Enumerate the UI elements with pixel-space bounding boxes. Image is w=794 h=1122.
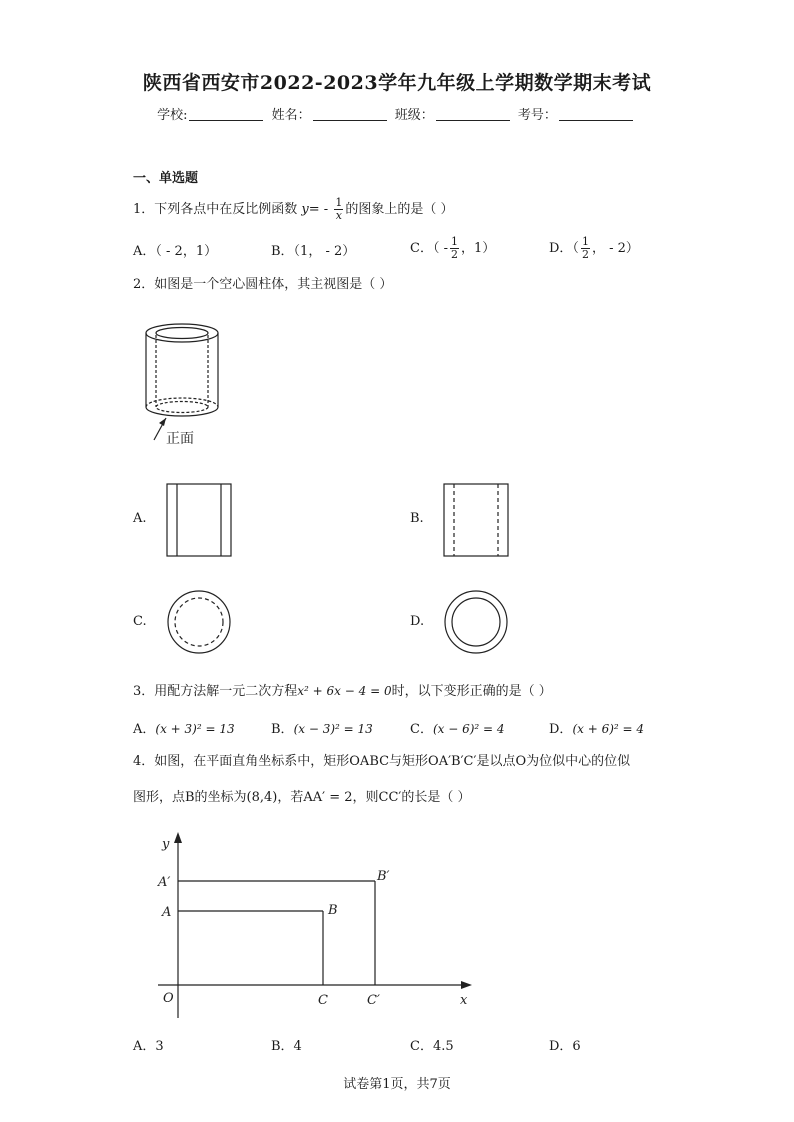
point-c-prime-label: C′: [367, 993, 380, 1008]
q1-option-b[interactable]: B．（1， - 2）: [271, 244, 356, 259]
q2-option-b-label[interactable]: B.: [410, 511, 424, 526]
q3-b-expr: (x − 3)² = 13: [293, 722, 373, 736]
q1-frac-num: 1: [335, 196, 343, 209]
q3-d-label: D．: [549, 722, 573, 737]
name-label: 姓名：: [271, 108, 311, 123]
q1-frac-den: x: [335, 209, 342, 222]
cylinder-outer-top: [146, 324, 218, 342]
page-footer: 试卷第1页，共7页: [343, 1077, 451, 1092]
exam-number-blank: [559, 108, 633, 121]
school-label: 学校:: [157, 108, 188, 123]
q3-option-a[interactable]: [133, 718, 235, 737]
question-3-text: [133, 681, 552, 702]
question-1-text: [133, 197, 453, 222]
front-arrow-icon: [159, 418, 166, 426]
origin-label: O: [163, 991, 174, 1006]
q3-prefix: 3．用配方法解一元二次方程: [133, 684, 298, 699]
q3-c-expr: (x − 6)² = 4: [432, 722, 505, 736]
q1-prefix: 1．下列各点中在反比例函数: [133, 202, 298, 217]
question-4-line-2: 图形，点B的坐标为(8,4)，若AA′ = 2，则CC′的长是（ ）: [133, 790, 471, 805]
q2-option-c-figure[interactable]: [166, 589, 232, 655]
q1-option-a[interactable]: A．（ - 2，1）: [133, 244, 218, 259]
q1-option-d[interactable]: [549, 236, 639, 261]
point-a-prime-label: A′: [158, 875, 171, 890]
exam-number-label: 考号：: [517, 108, 557, 123]
q3-d-expr: (x + 6)² = 4: [572, 722, 645, 736]
q4-option-a[interactable]: A．3: [133, 1039, 164, 1054]
cylinder-inner-bottom-hidden: [156, 402, 208, 413]
q3-option-b[interactable]: [271, 718, 373, 737]
q1-suffix: 的图象上的是（ ）: [345, 202, 454, 217]
point-c-label: C: [318, 993, 328, 1008]
q1-d-num: 1: [581, 235, 589, 248]
q1-c-tail: ，1）: [460, 241, 496, 256]
q1-func-var: y: [301, 202, 309, 217]
q4-option-c[interactable]: C．4.5: [410, 1039, 454, 1054]
q1-c-fraction: [450, 236, 459, 261]
x-axis-arrow-icon: [461, 981, 472, 989]
q3-a-expr: (x + 3)² = 13: [155, 722, 235, 736]
front-label: 正面: [166, 431, 194, 447]
q2-option-a-figure[interactable]: [166, 483, 232, 557]
q3-c-label: C．: [410, 722, 433, 737]
student-info-line: [0, 104, 794, 123]
q3-option-d[interactable]: [549, 718, 644, 737]
q3-equation: x² + 6x − 4 = 0: [297, 684, 392, 698]
cylinder-inner-top: [156, 328, 208, 339]
y-axis-arrow-icon: [174, 832, 182, 843]
q1-c-num: 1: [450, 235, 458, 248]
q3-a-label: A．: [133, 722, 156, 737]
question-2-text: 2．如图是一个空心圆柱体，其主视图是（ ）: [133, 277, 393, 292]
q1-c-den: 2: [450, 248, 458, 261]
q1-fraction: [334, 197, 343, 222]
class-blank: [436, 108, 510, 121]
exam-title: 陕西省西安市2022-2023学年九年级上学期数学期末考试: [142, 72, 652, 94]
q2-option-b-figure[interactable]: [443, 483, 509, 557]
school-blank: [189, 108, 263, 121]
q1-func-eq: = -: [308, 202, 329, 217]
question-4-line-1: 4．如图，在平面直角坐标系中，矩形OABC与矩形OA′B′C′是以点O为位似中心的位似: [133, 754, 631, 769]
q4-option-b[interactable]: B．4: [271, 1039, 302, 1054]
q1-c-label: C．（ -: [410, 241, 448, 256]
class-label: 班级：: [394, 108, 434, 123]
q2-option-c-label[interactable]: C.: [133, 614, 147, 629]
coordinate-figure: [150, 828, 480, 1023]
point-b-label: B: [328, 903, 338, 918]
q1-d-tail: ， - 2）: [591, 241, 639, 256]
q1-option-c[interactable]: [410, 236, 495, 261]
name-blank: [313, 108, 387, 121]
q1-d-fraction: [581, 236, 590, 261]
y-axis-label: y: [162, 837, 170, 852]
q1-d-den: 2: [581, 248, 589, 261]
hollow-cylinder-figure: [140, 315, 240, 450]
q3-option-c[interactable]: [410, 718, 505, 737]
q2-option-d-label[interactable]: D.: [410, 614, 425, 629]
q2-option-d-figure[interactable]: [443, 589, 509, 655]
x-axis-label: x: [460, 993, 468, 1008]
q4-option-d[interactable]: D．6: [549, 1039, 581, 1054]
point-a-label: A: [162, 905, 172, 920]
q2-option-a-label[interactable]: A.: [133, 511, 147, 526]
q3-suffix: 时，以下变形正确的是（ ）: [391, 684, 552, 699]
q1-d-label: D．（: [549, 241, 579, 256]
point-b-prime-label: B′: [377, 869, 390, 884]
section-title: 一、单选题: [133, 171, 199, 186]
q3-b-label: B．: [271, 722, 294, 737]
